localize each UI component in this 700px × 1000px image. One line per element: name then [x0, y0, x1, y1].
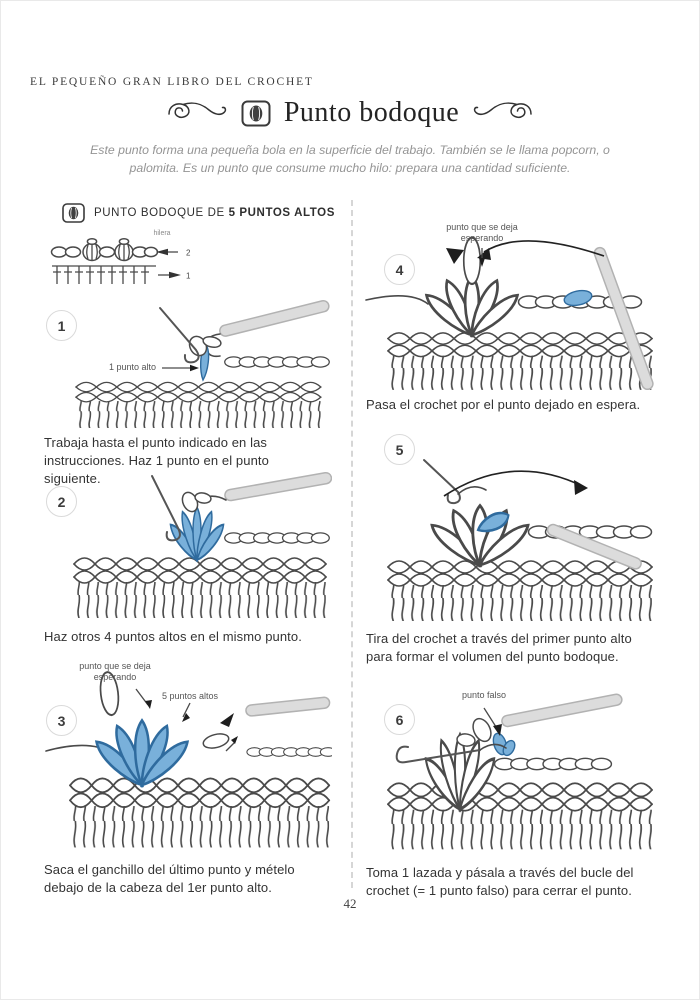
section-heading — [62, 203, 335, 223]
step-caption: Tira del crochet a través del primer punto alto para formar el volumen del punto bodoque. — [366, 631, 632, 664]
step-block — [40, 655, 332, 897]
chart-row-2 — [52, 239, 158, 261]
section-heading-text — [94, 207, 335, 219]
section-heading-prefix: PUNTO BODOQUE DE — [94, 207, 225, 219]
step-block — [362, 222, 654, 414]
step-block — [362, 424, 654, 666]
step-number-badge: 6 — [384, 704, 415, 735]
step-number-badge: 1 — [46, 310, 77, 341]
chapter-intro: Este punto forma una pequeña bola en la superficie del trabajo. También se le llama popcorn, o palomita. Es un punto que consume mucho hilo: prepara una cantidad suficiente. — [90, 143, 610, 176]
crochet-hook — [224, 472, 332, 502]
blue-stitch-cluster — [168, 507, 226, 564]
chain-row — [529, 526, 652, 538]
step-caption: Saca el ganchillo del último punto y mételo debajo de la cabeza del 1er punto alto. — [44, 862, 295, 895]
step-caption: Haz otros 4 puntos altos en el mismo punto. — [44, 629, 302, 644]
bodoque-ball — [422, 276, 522, 340]
fabric-band — [76, 382, 321, 428]
step-block — [40, 296, 332, 488]
section-heading-bold: 5 PUNTOS ALTOS — [228, 207, 335, 219]
crochet-hook — [245, 697, 330, 717]
crochet-hook — [219, 300, 330, 338]
fabric-band — [388, 333, 652, 390]
waiting-loop — [464, 238, 481, 284]
illustration-label: punto falso — [461, 690, 507, 700]
fabric-band — [74, 558, 326, 618]
swirl-ornament-left-icon — [166, 99, 228, 127]
step-number-badge: 5 — [384, 434, 415, 465]
step-illustration — [40, 466, 332, 622]
page-title: Punto bodoque — [283, 97, 460, 128]
yarn-hook-line — [424, 460, 460, 503]
step-number-badge: 2 — [46, 486, 77, 517]
step-illustration — [362, 222, 654, 390]
fabric-band — [388, 783, 652, 849]
chart-row-1 — [52, 266, 156, 284]
chain-row — [495, 758, 612, 769]
page-number: 42 — [343, 896, 357, 911]
illustration-label: 5 puntos altos — [161, 691, 219, 701]
stitch-chart — [50, 226, 240, 292]
book-header: EL PEQUEÑO GRAN LIBRO DEL CROCHET — [30, 76, 314, 88]
illustration-label: 1 punto alto — [108, 362, 156, 372]
chart-row-label: hilera — [153, 230, 171, 237]
bodoque-stitch-icon — [241, 100, 271, 127]
step-number-badge: 4 — [384, 254, 415, 285]
yarn-hook-line — [160, 308, 199, 362]
step-caption: Toma 1 lazada y pásala a través del bucle del crochet (= 1 punto falso) para cerrar el punto. — [366, 865, 634, 898]
chain-row — [225, 533, 330, 543]
chain-row — [247, 748, 332, 757]
step-number-badge: 3 — [46, 705, 77, 736]
fabric-band — [70, 778, 329, 847]
chapter-title-row — [0, 97, 700, 129]
fabric-band — [388, 561, 652, 621]
step-caption: Trabaja hasta el punto indicado en las instrucciones. Haz 1 punto en el punto siguiente. — [44, 435, 269, 486]
chain-row — [225, 357, 330, 367]
chart-row1-number: 1 — [186, 271, 191, 281]
step-illustration — [40, 655, 332, 855]
chart-row2-number: 2 — [186, 248, 191, 258]
column-divider — [351, 200, 353, 888]
swirl-ornament-right-icon — [472, 99, 534, 127]
step-block — [40, 466, 332, 646]
illustration-label: punto que se deja esperando — [79, 661, 151, 683]
step-block — [362, 666, 654, 900]
bodoque-stitch-icon — [62, 203, 85, 223]
illustration-label: punto que se deja esperando — [446, 222, 518, 244]
step-caption: Pasa el crochet por el punto dejado en espera. — [366, 397, 641, 412]
